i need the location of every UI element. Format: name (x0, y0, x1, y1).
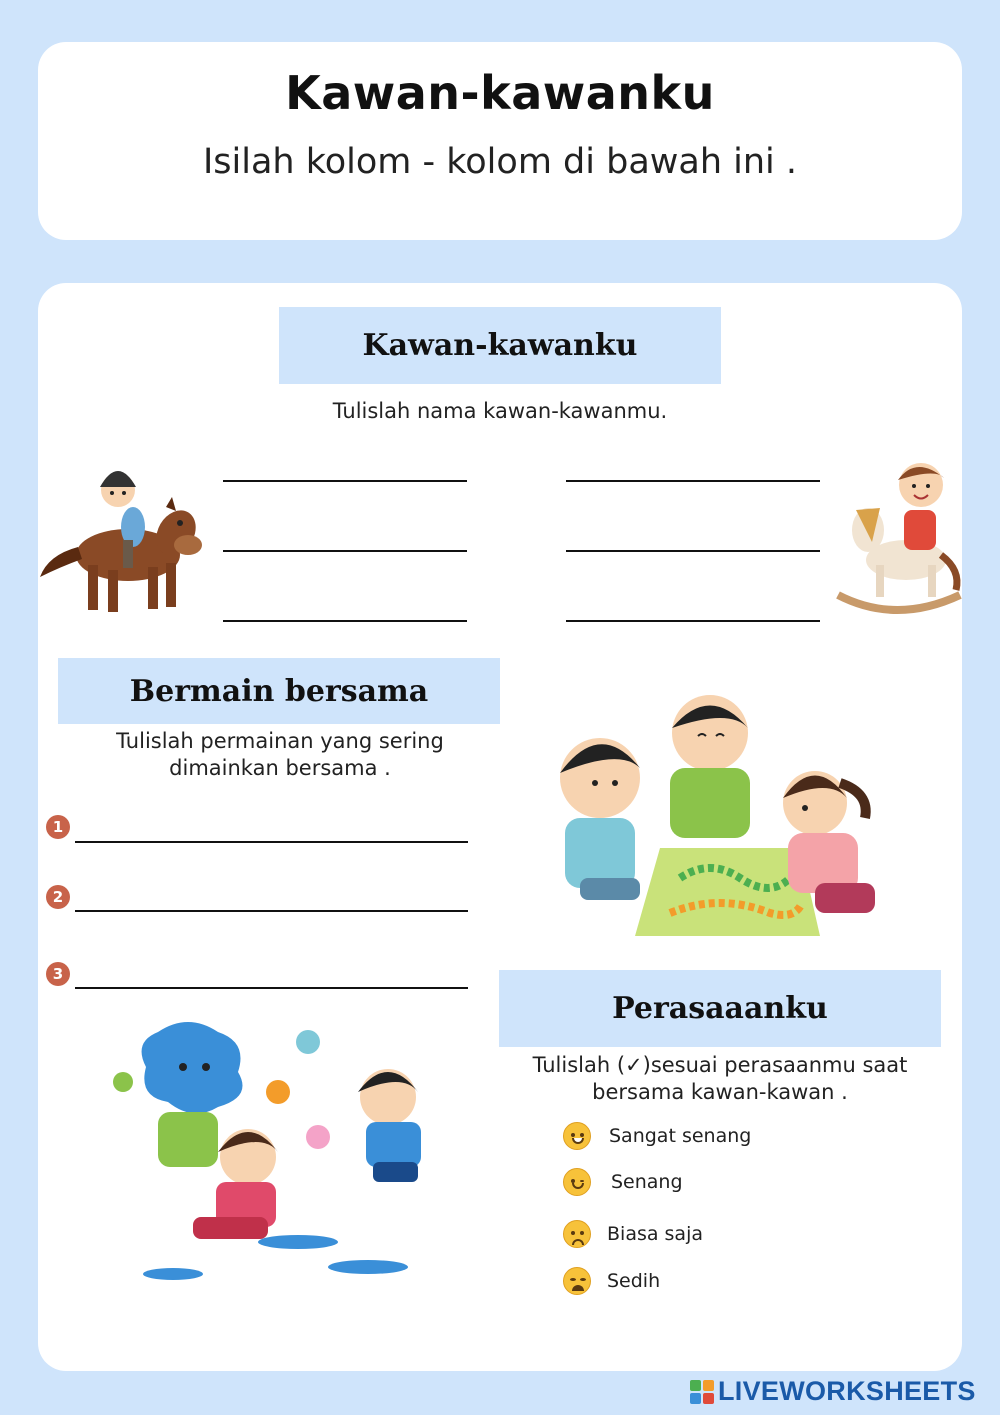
friend-name-line-3[interactable] (223, 620, 467, 622)
play-instruction (80, 728, 480, 782)
water-balloon-illustration (98, 1012, 458, 1297)
happy-wink-emoji-icon (563, 1168, 591, 1196)
friend-name-line-1[interactable] (223, 480, 467, 482)
friend-name-line-2[interactable] (223, 550, 467, 552)
feelings-instruction-line-2: bersama kawan-kawan . (592, 1080, 848, 1104)
frowning-emoji-icon (563, 1220, 591, 1248)
number-badge-3: 3 (46, 962, 70, 986)
number-badge-1: 1 (46, 815, 70, 839)
friends-instruction: Tulislah nama kawan-kawanmu. (332, 399, 668, 423)
play-instruction-line-1: Tulislah permainan yang sering (116, 729, 444, 753)
friend-name-line-4[interactable] (566, 480, 820, 482)
rocking-horse-illustration (836, 450, 966, 625)
feeling-label-sad: Sedih (607, 1270, 661, 1292)
number-badge-2: 2 (46, 885, 70, 909)
board-game-illustration (540, 688, 900, 938)
friend-name-line-6[interactable] (566, 620, 820, 622)
feeling-label-happy: Senang (611, 1171, 683, 1193)
feeling-option-happy[interactable] (563, 1168, 683, 1196)
liveworksheets-logo-icon (690, 1380, 714, 1404)
feeling-label-neutral: Biasa saja (607, 1223, 704, 1245)
friend-name-line-5[interactable] (566, 550, 820, 552)
game-answer-line-3[interactable] (75, 987, 468, 989)
play-heading: Bermain bersama (58, 658, 500, 724)
very-happy-emoji-icon (563, 1122, 591, 1150)
feelings-heading: Perasaaanku (499, 970, 941, 1047)
horse-rider-illustration (38, 455, 203, 620)
feeling-label-very-happy: Sangat senang (609, 1125, 752, 1147)
feelings-instruction-line-1: Tulislah (✓)sesuai perasaanmu saat (532, 1053, 908, 1077)
page-title: Kawan-kawanku (285, 66, 715, 120)
feeling-option-very-happy[interactable] (563, 1122, 751, 1150)
feeling-option-sad[interactable] (563, 1267, 660, 1295)
game-answer-line-2[interactable] (75, 910, 468, 912)
crying-emoji-icon (563, 1267, 591, 1295)
game-answer-line-1[interactable] (75, 841, 468, 843)
play-instruction-line-2: dimainkan bersama . (169, 756, 391, 780)
brand-name: LIVEWORKSHEETS (718, 1376, 976, 1406)
friends-heading: Kawan-kawanku (279, 307, 721, 384)
feeling-option-neutral[interactable] (563, 1220, 703, 1248)
liveworksheets-brand[interactable] (690, 1376, 976, 1407)
page-subtitle: Isilah kolom - kolom di bawah ini . (202, 142, 798, 182)
feelings-instruction (510, 1052, 930, 1106)
